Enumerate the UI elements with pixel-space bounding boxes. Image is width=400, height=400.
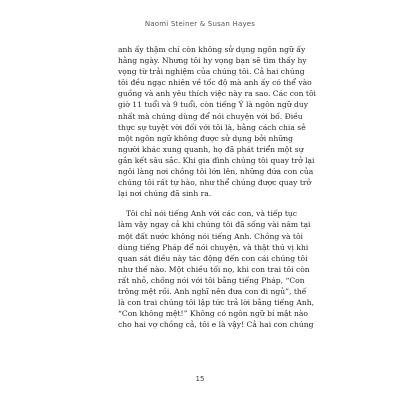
text-line: dùng tiếng Pháp để nói chuyện, và thật thú vị khi (118, 242, 309, 252)
text-line: vọng từ trải nghiệm của chúng tôi. Cả hai chúng (118, 67, 305, 77)
text-line: guồng và anh yêu thích việc này ra sao. Các con tôi (118, 89, 316, 99)
text-line: làm vậy ngay cả khi chúng tôi đã sống vài năm tại (118, 220, 311, 230)
text-line: rất nhỏ, chồng nói với tôi bằng tiếng Pháp, “Con (118, 275, 305, 285)
text-line: người khác xung quanh, họ đã phát triển một sự (118, 144, 304, 154)
text-line: cho hai vợ chồng cả, tôi e là vậy! Cả hai con chúng (118, 320, 314, 330)
text-line: quan sát điều này tác động đến con cái chúng tôi (118, 253, 308, 263)
text-line: một đất nước không nói tiếng Anh. Chồng và tôi (118, 231, 303, 241)
text-line: tôi đều ngạc nhiên về tốc độ mà anh ấy có thể vào (118, 78, 312, 88)
text-line: “Con không mệt!” Không có ngôn ngữ bí mật nào (118, 309, 309, 319)
text-line: thực sự tuyệt vời đối với tôi là, bằng cách chia sẻ (118, 122, 306, 132)
text-line: hằng ngày. Nhưng tôi hy vọng bạn sẽ tìm thấy hy (118, 56, 307, 66)
running-head: Naomi Steiner & Susan Hayes (144, 20, 256, 28)
text-line: gắn kết sâu sắc. Khi gia đình chúng tôi quay trở lại (118, 155, 315, 165)
paragraph-1 (118, 44, 316, 199)
text-line: một ngôn ngữ không được sử dụng bởi những (118, 133, 293, 143)
text-line: lại nơi chúng đã sinh ra. (118, 189, 212, 199)
text-line: như thế nào. Một chiều tối nọ, khi con trai tôi còn (118, 264, 310, 274)
text-line: anh ấy thậm chí còn không sử dụng ngôn ngữ ấy (118, 45, 306, 54)
text-line: Tôi chỉ nói tiếng Anh với các con, và tiếp tục (126, 209, 298, 219)
paragraph-2 (118, 208, 315, 330)
text-line: ngôi làng nơi chồng tôi lớn lên, những đứa con của (118, 167, 314, 177)
page-number: 15 (195, 375, 205, 383)
body-text (118, 44, 316, 330)
text-line: chúng tôi rất tự hào, như thể chúng được quay trở (118, 178, 312, 188)
text-line: giờ 11 tuổi và 9 tuổi, còn tiếng Ý là ngôn ngữ duy (118, 100, 309, 110)
text-line: là con trai chúng tôi lập tức trả lời bằng tiếng Anh, (118, 298, 315, 308)
text-line: trông mệt rồi. Anh nghĩ nên đưa con đi ngủ”, thế (118, 286, 307, 296)
text-line: nhất mà chúng dùng để nói chuyện với bố. Điều (118, 111, 303, 121)
